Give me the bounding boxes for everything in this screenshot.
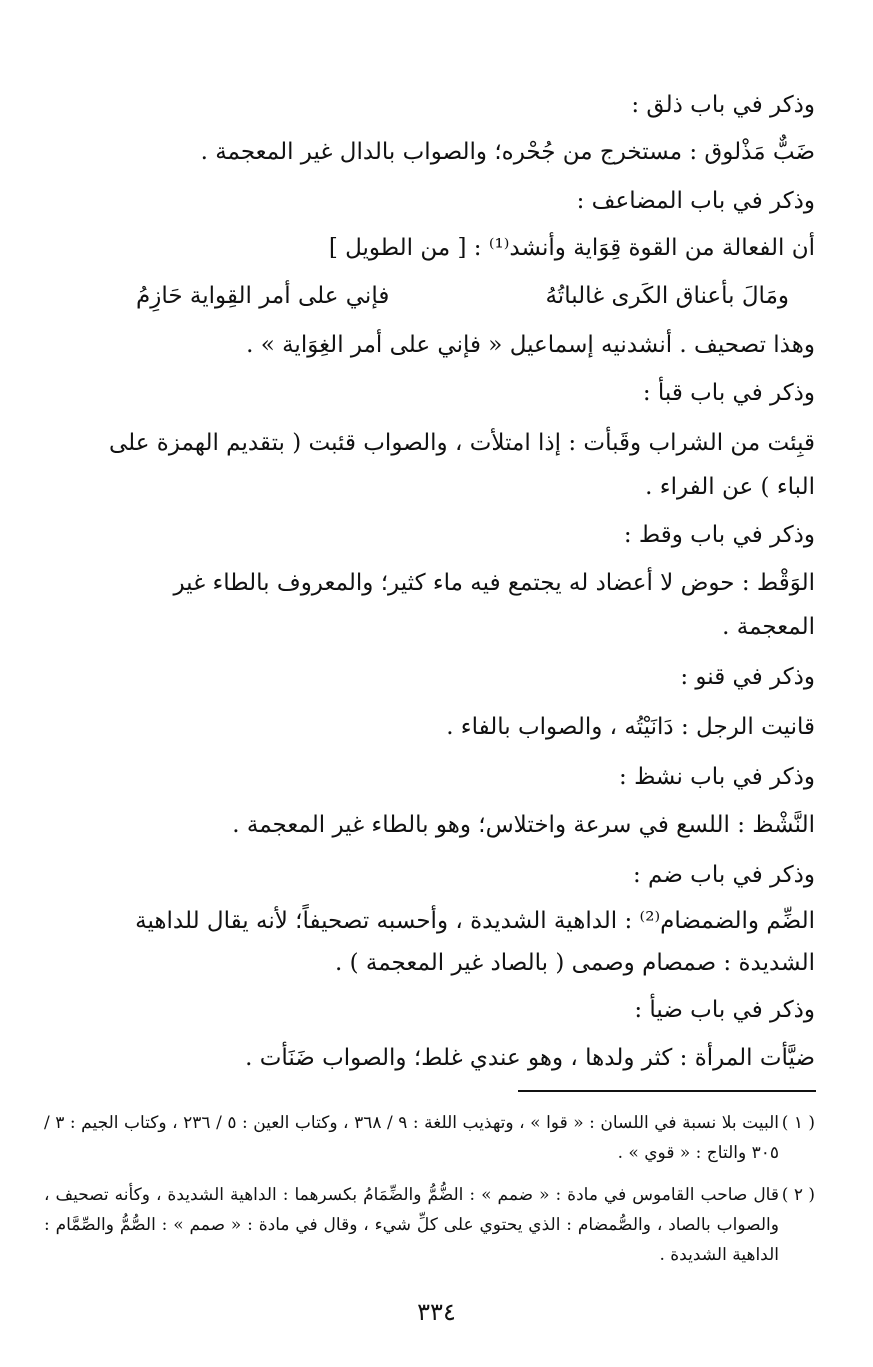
footnote-1 xyxy=(44,1108,815,1168)
text-line: أن الفعالة من القوة قِوَاية وأنشد⁽¹⁾ : [ من الطويل ] xyxy=(328,235,815,261)
footnote-number: ( ٢ ) xyxy=(781,1185,815,1205)
text-line: الباء ) عن الفراء . xyxy=(645,474,815,500)
text-line: وذكر في باب ضم : xyxy=(632,862,815,888)
text-line: ضيَّأت المرأة : كثر ولدها ، وهو عندي غلط؛ والصواب ضَنَأت . xyxy=(245,1045,815,1071)
footnote-2 xyxy=(44,1180,815,1270)
text-line: وذكر في باب وقط : xyxy=(623,522,815,548)
text-line: الضِّم والضمضام⁽²⁾ : الداهية الشديدة ، وأحسبه تصحيفاً؛ لأنه يقال للداهية xyxy=(135,908,815,934)
footnote-text: البيت بلا نسبة في اللسان : « قوا » ، وتهذيب اللغة : ٩ / ٣٦٨ ، وكتاب العين : ٥ / ٢٣٦ ، وكتاب الجيم : ٣ / ٣٠٥ والتاج : « قوي » . xyxy=(44,1113,779,1163)
verse-first-hemistich: ومَالَ بأعناق الكَرى غالباتُهُ xyxy=(545,283,789,309)
page-number: ٣٣٤ xyxy=(417,1298,456,1326)
text-line: الشديدة : صمصام وصمى ( بالصاد غير المعجمة ) . xyxy=(335,950,815,976)
text-line: وذكر في قنو : xyxy=(680,664,815,690)
text-line: قانيت الرجل : دَانَيْتُه ، والصواب بالفاء . xyxy=(446,714,815,740)
text-line: المعجمة . xyxy=(722,614,815,640)
footnote-separator xyxy=(518,1090,816,1092)
text-line: وذكر في باب ذلق : xyxy=(631,92,815,118)
text-line: وذكر في باب ضيأ : xyxy=(634,997,815,1023)
text-line: وذكر في باب المضاعف : xyxy=(576,188,815,214)
text-line: قبِئت من الشراب وقَبأت : إذا امتلأت ، والصواب قئبت ( بتقديم الهمزة على xyxy=(108,430,815,456)
text-line: وذكر في باب نشظ : xyxy=(619,764,815,790)
footnote-number: ( ١ ) xyxy=(781,1113,815,1133)
verse-second-hemistich: فإني على أمر القِواية حَازِمُ xyxy=(136,283,390,309)
footnote-text: قال صاحب القاموس في مادة : « ضمم » : الضُّمُّ والضِّمَامُ بكسرهما : الداهية الشديدة ، وكأنه تصحيف ، والصواب بالصاد ، والصُّمضام : الذي يحتوي على كلِّ شيء ، وقال في مادة : « صمم » : الصُّمُّ والصِّمَّام : الداهية الشديدة . xyxy=(44,1185,779,1265)
text-line: ضَبٌّ مَذْلوق : مستخرج من جُحْره؛ والصواب بالدال غير المعجمة . xyxy=(200,139,815,165)
text-line: وهذا تصحيف . أنشدنيه إسماعيل « فإني على أمر الغِوَاية » . xyxy=(246,332,815,358)
text-line: وذكر في باب قبأ : xyxy=(642,380,815,406)
text-line: الوَقْط : حوض لا أعضاد له يجتمع فيه ماء كثير؛ والمعروف بالطاء غير xyxy=(173,570,815,596)
text-line: النَّشْظ : اللسع في سرعة واختلاس؛ وهو بالطاء غير المعجمة . xyxy=(232,812,815,838)
